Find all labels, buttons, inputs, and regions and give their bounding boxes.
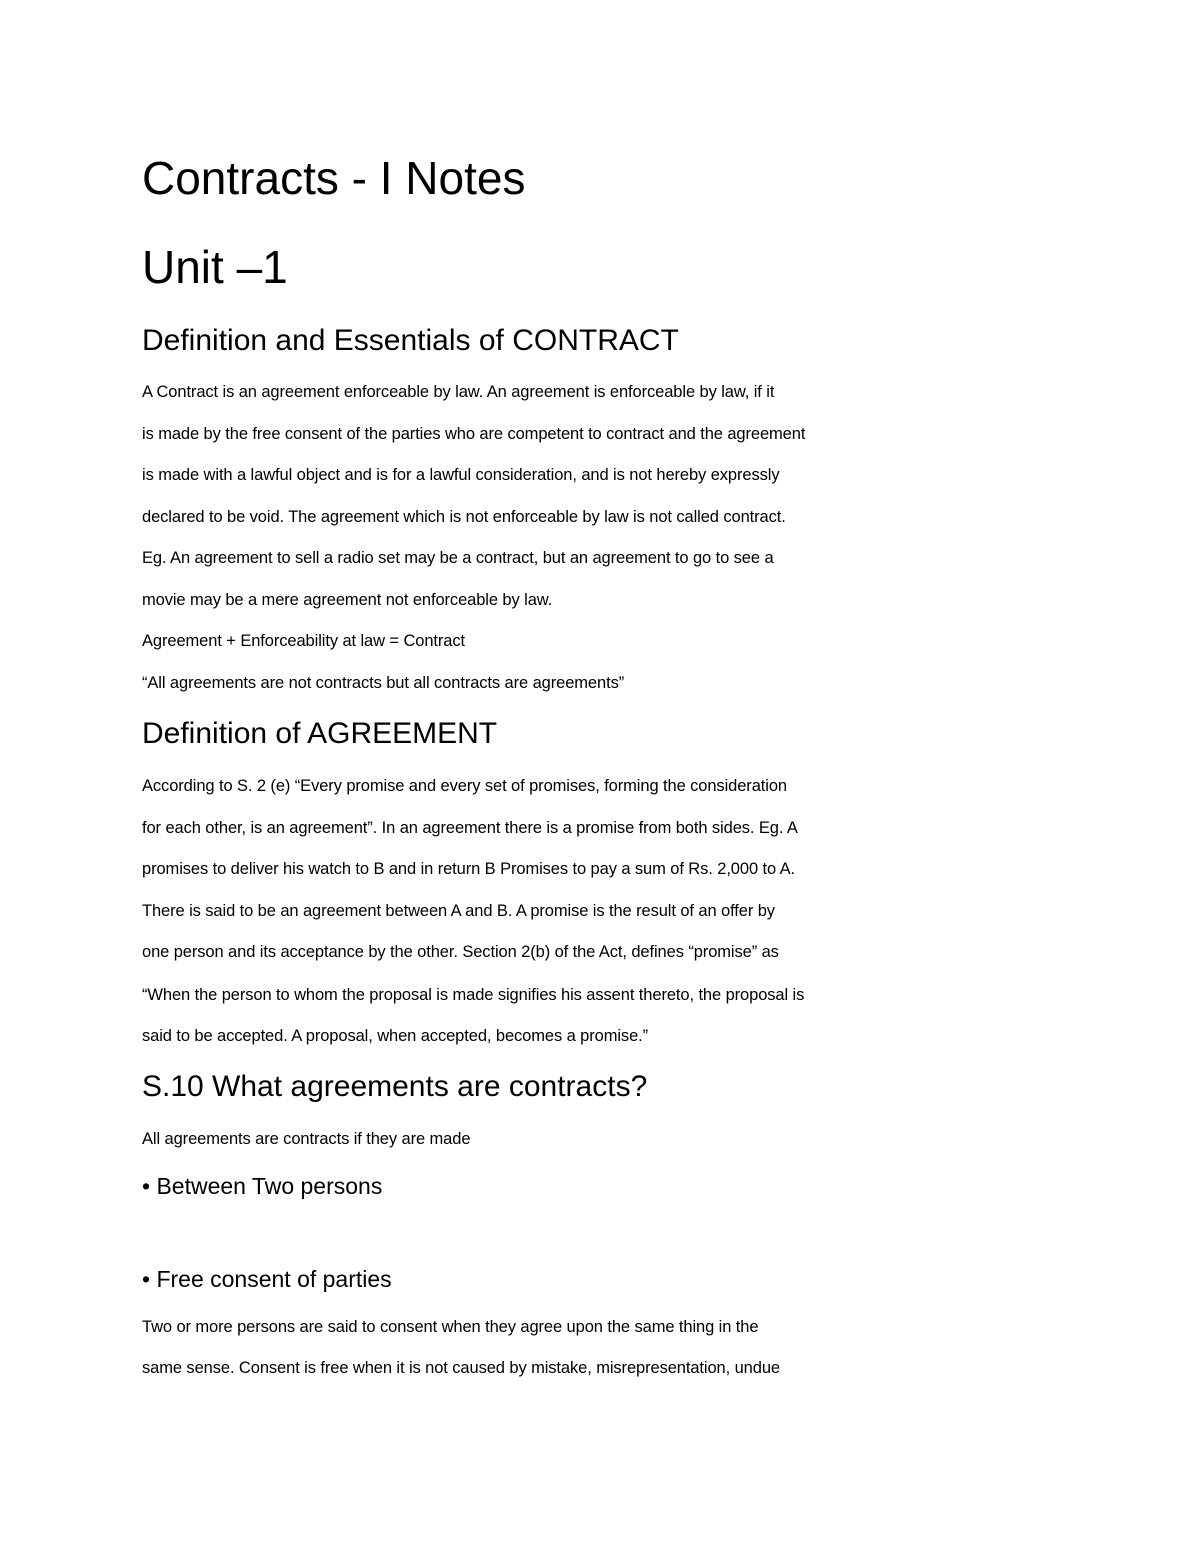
paragraph-line: movie may be a mere agreement not enforceable by law. xyxy=(142,591,553,609)
paragraph-line: Eg. An agreement to sell a radio set may be a contract, but an agreement to go to see a xyxy=(142,549,774,567)
quote-line: “All agreements are not contracts but all contracts are agreements” xyxy=(142,674,625,692)
document-title: Contracts - I Notes xyxy=(142,152,526,204)
agreement-definition-heading: Definition of AGREEMENT xyxy=(142,717,498,750)
formula-line: Agreement + Enforceability at law = Contract xyxy=(142,632,466,650)
intro-line: All agreements are contracts if they are made xyxy=(142,1130,471,1148)
paragraph-line: same sense. Consent is free when it is not caused by mistake, misrepresentation, undue xyxy=(142,1359,780,1377)
paragraph-line: “When the person to whom the proposal is made signifies his assent thereto, the proposal is xyxy=(142,986,805,1004)
paragraph-line: According to S. 2 (e) “Every promise and every set of promises, forming the consideration xyxy=(142,777,787,795)
paragraph-line: A Contract is an agreement enforceable by law. An agreement is enforceable by law, if it xyxy=(142,383,775,401)
paragraph-line: Two or more persons are said to consent when they agree upon the same thing in the xyxy=(142,1318,759,1336)
paragraph-line: There is said to be an agreement between A and B. A promise is the result of an offer by xyxy=(142,902,775,920)
contract-definition-heading: Definition and Essentials of CONTRACT xyxy=(142,324,679,357)
bullet-item: • Free consent of parties xyxy=(142,1266,392,1292)
paragraph-line: said to be accepted. A proposal, when accepted, becomes a promise.” xyxy=(142,1027,649,1045)
paragraph-line: is made by the free consent of the parties who are competent to contract and the agreement xyxy=(142,425,806,443)
paragraph-line: promises to deliver his watch to B and in return B Promises to pay a sum of Rs. 2,000 to A. xyxy=(142,860,796,878)
paragraph-line: declared to be void. The agreement which is not enforceable by law is not called contract. xyxy=(142,508,786,526)
paragraph-line: is made with a lawful object and is for a lawful consideration, and is not hereby expressly xyxy=(142,466,780,484)
bullet-item: • Between Two persons xyxy=(142,1173,383,1199)
unit-heading: Unit –1 xyxy=(142,241,288,293)
s10-heading: S.10 What agreements are contracts? xyxy=(142,1070,648,1103)
paragraph-line: for each other, is an agreement”. In an agreement there is a promise from both sides. Eg. A xyxy=(142,819,798,837)
paragraph-line: one person and its acceptance by the other. Section 2(b) of the Act, defines “promise” as xyxy=(142,943,779,961)
